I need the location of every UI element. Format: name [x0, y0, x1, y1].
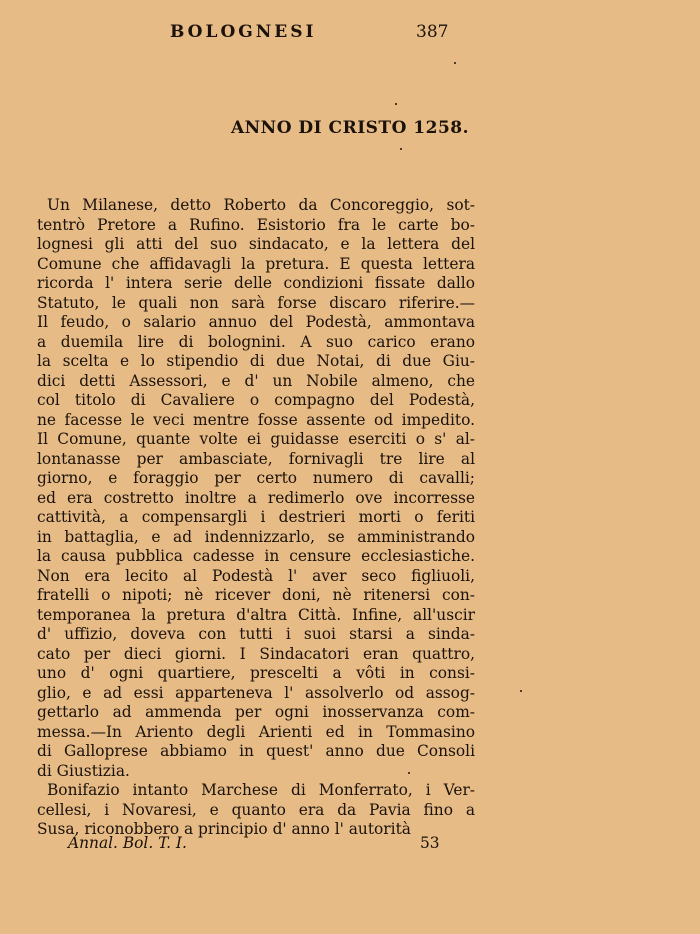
text-line: giorno, e foraggio per certo numero di cavalli;: [37, 469, 475, 487]
ink-speck: [454, 62, 456, 64]
text-line: dici detti Assessori, e d' un Nobile almeno, che: [37, 371, 475, 390]
text-line: ed era costretto inoltre a redimerlo ove incorresse: [37, 488, 475, 507]
text-line: Non era lecito al Podestà l' aver seco figliuoli,: [37, 566, 475, 585]
text-line: Il Comune, quante volte ei guidasse eserciti o s' al-: [37, 430, 475, 448]
text-line: la scelta e lo stipendio di due Notai, di due Giu-: [37, 352, 475, 370]
text-line: cellesi, i Novaresi, e quanto era da Pavia fino a: [37, 800, 475, 819]
text-line: Un Milanese, detto Roberto da Concoreggio, sot-: [47, 196, 475, 214]
running-title: BOLOGNESI: [170, 22, 317, 42]
ink-speck: [408, 772, 410, 774]
section-heading: ANNO DI CRISTO 1258.: [230, 118, 470, 138]
ink-speck: [400, 148, 402, 150]
body-text: [37, 196, 475, 840]
text-line: temporanea la pretura d'altra Città. Infine, all'uscir: [37, 605, 475, 624]
text-line: fratelli o nipoti; nè ricever doni, nè ritenersi con-: [37, 586, 475, 604]
ink-speck: [395, 103, 397, 105]
text-line: Statuto, le quali non sarà forse discaro riferire.—: [37, 293, 475, 312]
running-head: [0, 22, 700, 46]
text-line: tentrò Pretore a Rufino. Esistorio fra le carte bo-: [37, 215, 475, 234]
text-line: ricorda l' intera serie delle condizioni fissate dallo: [37, 274, 475, 292]
ink-speck: [520, 690, 522, 692]
text-line: di Galloprese abbiamo in quest' anno due Consoli: [37, 742, 475, 760]
page-footer: [0, 834, 700, 856]
gathering-number: 53: [420, 834, 440, 852]
text-line: Susa, riconobbero a principio d' anno l' autorità: [37, 820, 411, 838]
text-line: glio, e ad essi apparteneva l' assolverlo od assog-: [37, 683, 475, 702]
text-line: cattività, a compensargli i destrieri morti o feriti: [37, 508, 475, 526]
text-line: messa.—In Ariento degli Arienti ed in Tommasino: [37, 722, 475, 741]
text-line: gettarlo ad ammenda per ogni inosservanza com-: [37, 703, 475, 721]
text-line: lognesi gli atti del suo sindacato, e la lettera del: [37, 235, 475, 253]
text-line: ne facesse le veci mentre fosse assente od impedito.: [37, 410, 475, 429]
text-line: Comune che affidavagli la pretura. E questa lettera: [37, 254, 475, 273]
text-line: a duemila lire di bolognini. A suo carico erano: [37, 332, 475, 351]
page-number: 387: [416, 22, 449, 42]
text-line: uno d' ogni quartiere, prescelti a vôti in consi-: [37, 664, 475, 682]
signature-mark: Annal. Bol. T. I.: [68, 834, 187, 852]
text-line: d' uffizio, doveva con tutti i suoi starsi a sinda-: [37, 625, 475, 643]
text-line: Il feudo, o salario annuo del Podestà, ammontava: [37, 313, 475, 331]
text-line: lontanasse per ambasciate, fornivagli tre lire al: [37, 449, 475, 468]
text-line: Bonifazio intanto Marchese di Monferrato, i Ver-: [47, 781, 475, 799]
text-line: col titolo di Cavaliere o compagno del Podestà,: [37, 391, 475, 409]
text-line: in battaglia, e ad indennizzarlo, se amministrando: [37, 527, 475, 546]
text-line: cato per dieci giorni. I Sindacatori eran quattro,: [37, 644, 475, 663]
text-line: di Giustizia.: [37, 761, 130, 780]
text-line: la causa pubblica cadesse in censure ecclesiastiche.: [37, 547, 475, 565]
